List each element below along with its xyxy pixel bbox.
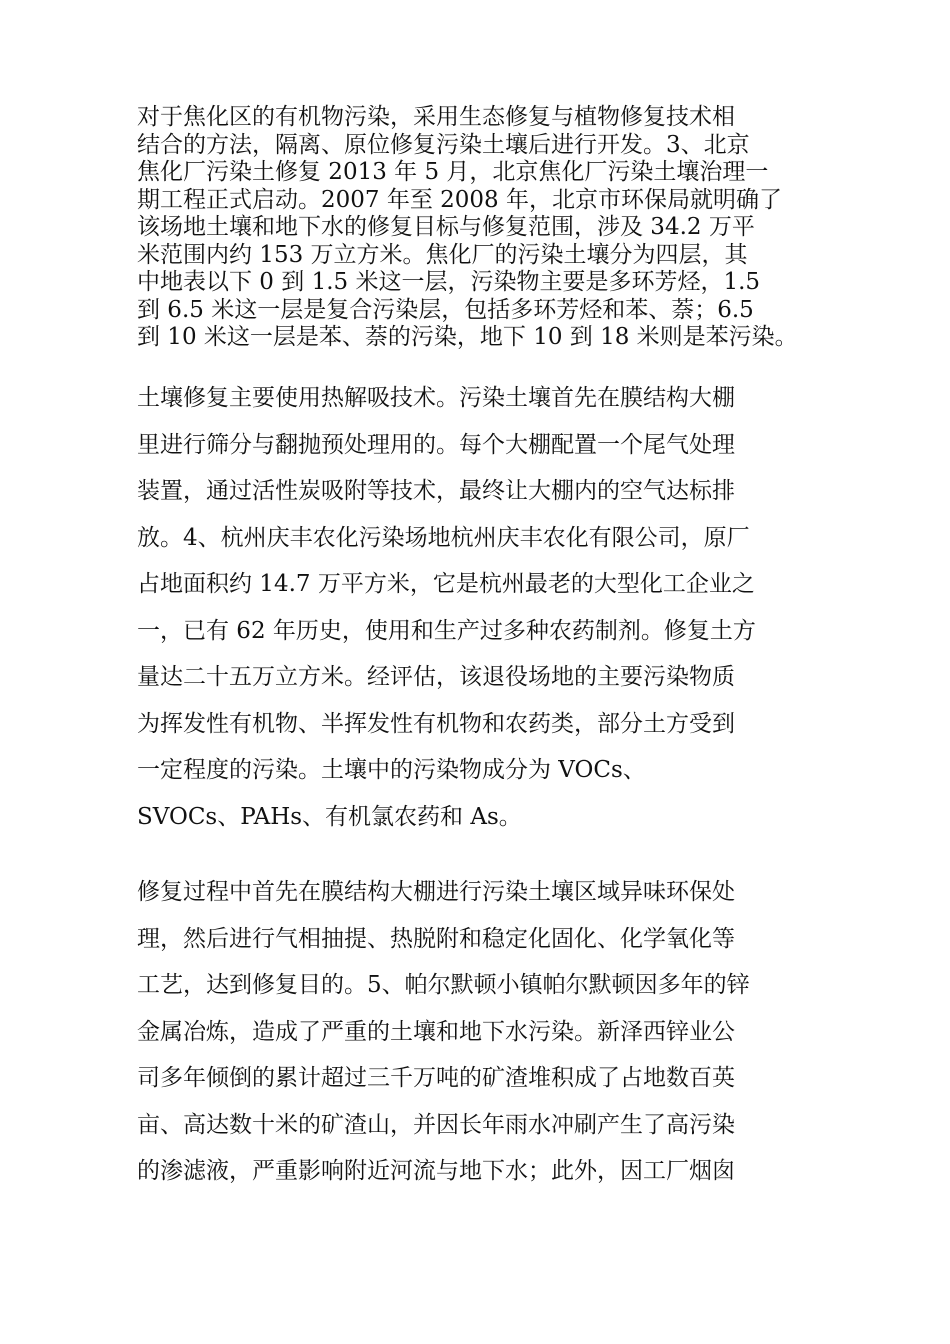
paragraph-palmerton-town bbox=[137, 869, 827, 1195]
text-line: 焦化厂污染土修复 2013 年 5 月，北京焦化厂污染土壤治理一 bbox=[137, 159, 769, 185]
text-line: 装置，通过活性炭吸附等技术，最终让大棚内的空气达标排 bbox=[137, 478, 735, 504]
text-line: 放。4、杭州庆丰农化污染场地杭州庆丰农化有限公司，原厂 bbox=[137, 524, 750, 551]
text-line: 一，已有 62 年历史，使用和生产过多种农药制剂。修复土方 bbox=[137, 617, 756, 644]
paragraph-beijing-coking-plant bbox=[137, 104, 827, 352]
text-line: 工艺，达到修复目的。5、帕尔默顿小镇帕尔默顿因多年的锌 bbox=[137, 972, 750, 998]
text-line: 占地面积约 14.7 万平方米，它是杭州最老的大型化工企业之 bbox=[137, 571, 755, 597]
text-line: 为挥发性有机物、半挥发性有机物和农药类，部分土方受到 bbox=[137, 710, 735, 737]
text-line: 量达二十五万立方米。经评估，该退役场地的主要污染物质 bbox=[137, 664, 735, 690]
text-line: 亩、高达数十米的矿渣山，并因长年雨水冲刷产生了高污染 bbox=[137, 1111, 735, 1138]
text-line: 金属冶炼，造成了严重的土壤和地下水污染。新泽西锌业公 bbox=[137, 1018, 735, 1045]
text-line: 里进行筛分与翻抛预处理用的。每个大棚配置一个尾气处理 bbox=[137, 431, 735, 458]
text-line: 一定程度的污染。土壤中的污染物成分为 VOCs、 bbox=[137, 757, 646, 783]
text-line: 该场地土壤和地下水的修复目标与修复范围，涉及 34.2 万平 bbox=[137, 214, 755, 240]
paragraph-hangzhou-qingfeng-site bbox=[137, 375, 827, 840]
text-line: SVOCs、PAHs、有机氯农药和 As。 bbox=[137, 803, 522, 830]
text-line: 理，然后进行气相抽提、热脱附和稳定化固化、化学氧化等 bbox=[137, 925, 735, 952]
text-line: 到 6.5 米这一层是复合污染层，包括多环芳烃和苯、萘；6.5 bbox=[137, 296, 754, 323]
text-line: 司多年倾倒的累计超过三千万吨的矿渣堆积成了占地数百英 bbox=[137, 1065, 735, 1091]
text-line: 修复过程中首先在膜结构大棚进行污染土壤区域异味环保处 bbox=[137, 879, 735, 905]
text-line: 对于焦化区的有机物污染，采用生态修复与植物修复技术相 bbox=[137, 104, 735, 130]
text-line: 土壤修复主要使用热解吸技术。污染土壤首先在膜结构大棚 bbox=[137, 385, 735, 411]
text-line: 期工程正式启动。2007 年至 2008 年，北京市环保局就明确了 bbox=[137, 186, 782, 213]
text-line: 的渗滤液，严重影响附近河流与地下水；此外，因工厂烟囱 bbox=[137, 1158, 735, 1184]
text-line: 到 10 米这一层是苯、萘的污染，地下 10 到 18 米则是苯污染。 bbox=[137, 324, 798, 350]
text-line: 中地表以下 0 到 1.5 米这一层，污染物主要是多环芳烃，1.5 bbox=[137, 269, 761, 295]
text-line: 结合的方法，隔离、原位修复污染土壤后进行开发。3、北京 bbox=[137, 131, 750, 158]
text-line: 米范围内约 153 万立方米。焦化厂的污染土壤分为四层，其 bbox=[137, 241, 748, 268]
